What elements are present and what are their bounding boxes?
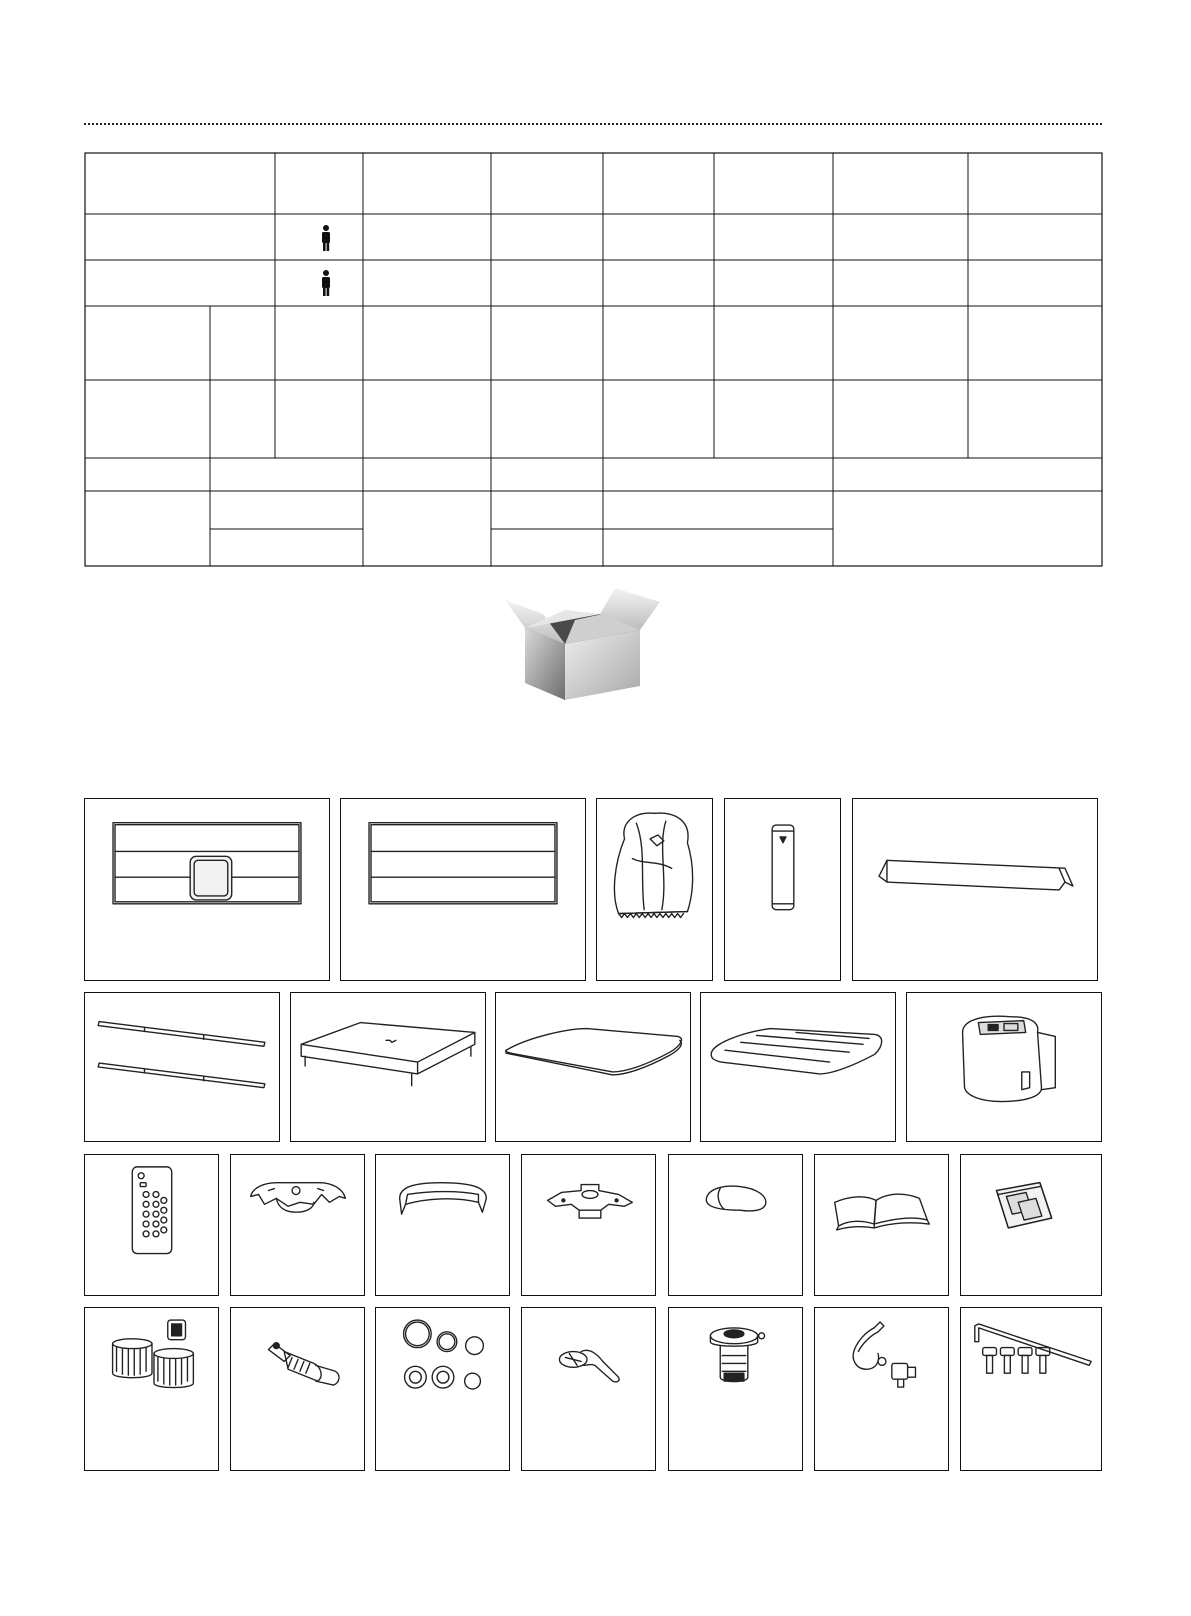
part-hex-key-and-screws [960, 1307, 1102, 1471]
part-manual-book [814, 1154, 949, 1296]
person-icon [322, 270, 330, 296]
heater-unit-icon [907, 993, 1101, 1141]
part-hose-and-adapter [814, 1307, 949, 1471]
wall-panel-icon [341, 799, 585, 980]
hose-and-adapter-icon [815, 1308, 948, 1470]
part-valve [230, 1307, 365, 1471]
open-box-icon [505, 588, 675, 700]
seat-cover-icon [376, 1155, 509, 1295]
part-wall-panel [340, 798, 586, 981]
part-heater-unit [906, 992, 1102, 1142]
part-chemical-floater [668, 1307, 803, 1471]
part-wall-panel-with-window [84, 798, 330, 981]
remote-control-icon [85, 1155, 218, 1295]
repair-patch-icon [961, 1155, 1101, 1295]
part-wrench-tool [521, 1307, 656, 1471]
sauna-cover-bag-icon [597, 799, 712, 980]
hex-key-and-screws-icon [961, 1308, 1101, 1470]
part-repair-patch [960, 1154, 1102, 1296]
valve-icon [231, 1308, 364, 1470]
part-floor-pad [495, 992, 691, 1142]
corner-post-icon [725, 799, 840, 980]
floor-base-frame-icon [291, 993, 485, 1141]
person-icon [322, 225, 330, 251]
part-floor-base-frame [290, 992, 486, 1142]
wall-panel-with-window-icon [85, 799, 329, 980]
part-rails-pair [84, 992, 280, 1142]
part-corner-post [724, 798, 841, 981]
connector-plate-icon [522, 1155, 655, 1295]
floor-pad-icon [496, 993, 690, 1141]
part-seat-cover [375, 1154, 510, 1296]
part-headrest [230, 1154, 365, 1296]
rails-pair-icon [85, 993, 279, 1141]
part-connector-plate [521, 1154, 656, 1296]
filter-cartridges-icon [85, 1308, 218, 1470]
part-top-trim-rail [852, 798, 1098, 981]
specification-table [0, 0, 1191, 570]
part-caps-set [375, 1307, 510, 1471]
part-sauna-cover [596, 798, 713, 981]
part-filter-cartridges [84, 1307, 219, 1471]
caps-set-icon [376, 1308, 509, 1470]
manual-book-icon [815, 1155, 948, 1295]
top-trim-rail-icon [853, 799, 1097, 980]
wrench-tool-icon [522, 1308, 655, 1470]
slatted-floor-mat-icon [701, 993, 895, 1141]
headrest-icon [231, 1155, 364, 1295]
chemical-floater-icon [669, 1308, 802, 1470]
part-pillow [668, 1154, 803, 1296]
part-slatted-floor-mat [700, 992, 896, 1142]
pillow-icon [669, 1155, 802, 1295]
part-remote-control [84, 1154, 219, 1296]
